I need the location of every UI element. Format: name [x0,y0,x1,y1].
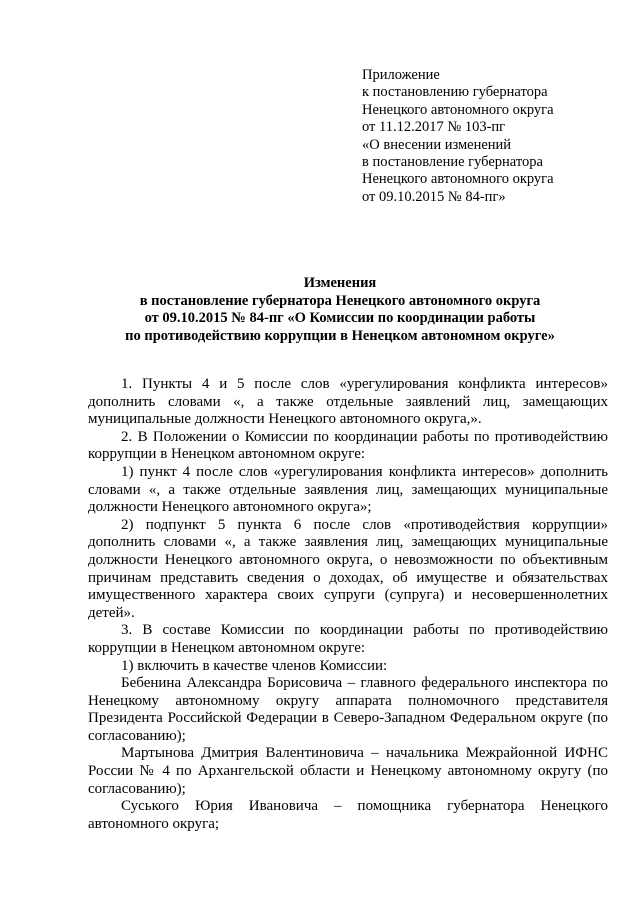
appendix-line: от 09.10.2015 № 84-пг» [362,188,506,205]
title-line: по противодействию коррупции в Ненецком автономном округе» [125,328,555,345]
appendix-line: Ненецкого автономного округа [362,101,554,118]
appendix-line: к постановлению губернатора [362,84,548,101]
appendix-header [362,67,554,206]
body-paragraph: Бебенина Александра Борисовича – главного федерального инспектора по Ненецкому автономному округу аппарата полномочного представителя Президента Российской Федерации в Северо-Западном Федеральном округе (по согласованию); [88,675,608,744]
document-title [60,275,620,346]
appendix-line: Ненецкого автономного округа [362,171,554,188]
body-paragraph: Мартынова Дмитрия Валентиновича – начальника Межрайонной ИФНС России № 4 по Архангельской области и Ненецкому автономному округу (по согласованию); [88,745,608,797]
document-body [88,376,608,833]
title-line: от 09.10.2015 № 84-пг «О Комиссии по координации работы [144,310,536,327]
body-paragraph: Суського Юрия Ивановича – помощника губернатора Ненецкого автономного округа; [88,798,608,832]
body-paragraph: 1) пункт 4 после слов «урегулирования конфликта интересов» дополнить словами «, а также отдельные заявления лиц, замещающих муниципальные должности Ненецкого автономного округа»; [88,463,608,516]
body-paragraph: 2) подпункт 5 пункта 6 после слов «противодействия коррупции» дополнить словами «, а также заявления лиц, замещающих муниципальные должности Ненецкого автономного округа, о невозможности по объективным причинам представить сведения о доходах, об имуществе и обязательствах имущественного характера своих супруги (супруга) и несовершеннолетних детей». [88,516,608,621]
body-paragraph: 2. В Положении о Комиссии по координации работы по противодействию коррупции в Ненецком автономном округе: [88,428,608,463]
appendix-line: «О внесении изменений [362,136,512,153]
body-paragraph: 1) включить в качестве членов Комиссии: [121,657,388,674]
title-line: Изменения [303,275,377,291]
appendix-line: Приложение [362,67,440,83]
title-line: в постановление губернатора Ненецкого автономного округа [139,292,541,309]
body-paragraph: 1. Пункты 4 и 5 после слов «урегулирования конфликта интересов» дополнить словами «, а также отдельные заявлений лиц, замещающих муниципальные должности Ненецкого автономного округа,». [88,376,608,428]
appendix-line: от 11.12.2017 № 103-пг [362,119,506,136]
body-paragraph: 3. В составе Комиссии по координации работы по противодействию коррупции в Ненецком автономном округе: [88,622,608,656]
appendix-line: в постановление губернатора [362,154,543,171]
